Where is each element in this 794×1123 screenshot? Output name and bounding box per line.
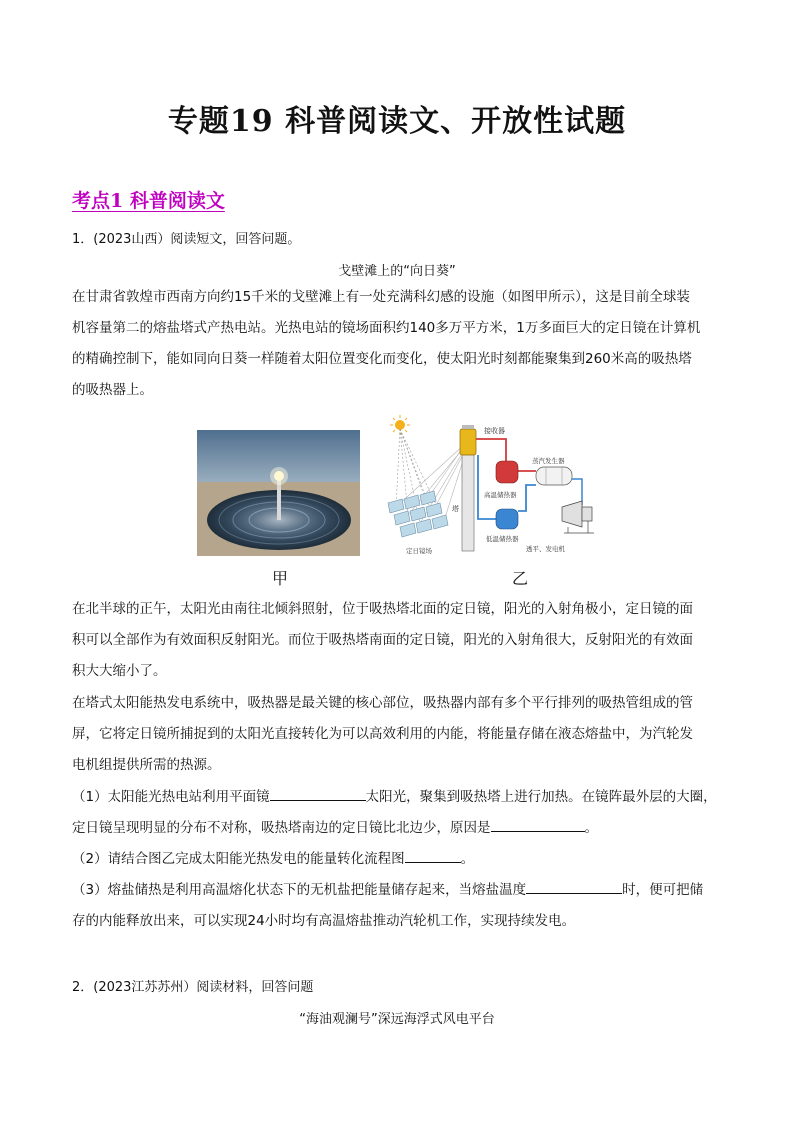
label-tower: 塔 bbox=[452, 505, 459, 513]
q1-paragraph-2: 在北半球的正午，太阳光由南往北倾斜照射，位于吸热塔北面的定日镜，阳光的入射角极小，定日镜的面 积可以全部作为有效面积反射阳光。而位于吸热塔南面的定日镜，阳光的入射角很大，反射阳光的有效面 积大大缩小了。 bbox=[72, 601, 693, 679]
receiver-icon bbox=[460, 429, 476, 455]
question-1-head: 1．(2023山西）阅读短文，回答问题。 bbox=[72, 232, 301, 247]
solar-field-photo bbox=[197, 430, 360, 556]
figure-a-photo bbox=[197, 430, 360, 556]
answer-blank-3[interactable] bbox=[405, 848, 461, 863]
subquestion-1: （1）太阳能光热电站利用平面镜 太阳光，聚集到吸热塔上进行加热。在镜阵最外层的大圈， bbox=[72, 782, 724, 813]
label-high-tank: 高温储热器 bbox=[484, 491, 517, 499]
label-turbine: 透平、发电机 bbox=[526, 545, 565, 553]
label-steam-generator: 蒸汽发生器 bbox=[532, 457, 565, 465]
solar-thermal-diagram bbox=[386, 415, 596, 565]
low-temp-tank bbox=[496, 509, 518, 529]
label-receiver: 接收器 bbox=[484, 427, 505, 435]
article-2-title: “海油观澜号”深远海浮式风电平台 bbox=[299, 1012, 495, 1027]
q1-paragraph-1: 在甘肃省敦煌市西南方向约15千米的戈壁滩上有一处充满科幻感的设施（如图甲所示），这是目前全球装 机容量第二的熔盐塔式产热电站。光热电站的镜场面积约140多万平方米，1万多面巨大的定日镜在计算机 的精确控制下，能如同向日葵一样随着太阳位置变化而变化，使太阳光时刻都能聚集到260米高的吸热塔 的吸热器上。 bbox=[72, 289, 701, 398]
figure-b-caption: 乙 bbox=[512, 569, 529, 588]
figure-b-diagram bbox=[386, 415, 596, 565]
label-heliostat-field: 定日镜场 bbox=[406, 547, 432, 555]
q1-subquestions: （1）太阳能光热电站利用平面镜 太阳光，聚集到吸热塔上进行加热。在镜阵最外层的大圈， 定日镜呈现明显的分布不对称，吸热塔南边的定日镜比北边少，原因是 。 （2）请结合图乙完成太阳能光热发电的能量转化流程图 。 （3）熔盐储热是利用高温熔化状态下的无机盐把能量储存起来，当熔盐温度 时，便可把储 存的内能释放出来，可以实现24小时均有高温熔盐推动汽轮机工作，实现持续发电。 bbox=[72, 782, 724, 937]
section-heading: 考点1 科普阅读文 bbox=[72, 190, 225, 212]
high-temp-tank bbox=[496, 461, 518, 483]
q1-paragraph-3: 在塔式太阳能热发电系统中，吸热器是最关键的核心部位，吸热器内部有多个平行排列的吸热管组成的管 屏，它将定日镜所捕捉到的太阳光直接转化为可以高效利用的内能，将能量存储在液态熔盐中，为汽轮发 电机组提供所需的热源。 bbox=[72, 695, 693, 773]
answer-blank-2[interactable] bbox=[491, 817, 585, 832]
answer-blank-4[interactable] bbox=[526, 879, 622, 894]
article-1-title: 戈壁滩上的“向日葵” bbox=[338, 264, 456, 279]
figure-a-caption: 甲 bbox=[272, 569, 289, 588]
subquestion-2: （2）请结合图乙完成太阳能光热发电的能量转化流程图 。 bbox=[72, 844, 724, 875]
sun-icon bbox=[390, 415, 410, 435]
steam-generator bbox=[536, 467, 572, 485]
answer-blank-1[interactable] bbox=[270, 786, 366, 801]
tower bbox=[460, 425, 476, 551]
page-title: 专题19 科普阅读文、开放性试题 bbox=[167, 104, 627, 139]
label-low-tank: 低温储热器 bbox=[486, 535, 519, 543]
subquestion-3: （3）熔盐储热是利用高温熔化状态下的无机盐把能量储存起来，当熔盐温度 时，便可把储 bbox=[72, 875, 724, 906]
question-2-head: 2．(2023江苏苏州）阅读材料，回答问题 bbox=[72, 980, 314, 995]
heliostat-field bbox=[388, 491, 448, 537]
turbine-generator bbox=[562, 479, 594, 533]
